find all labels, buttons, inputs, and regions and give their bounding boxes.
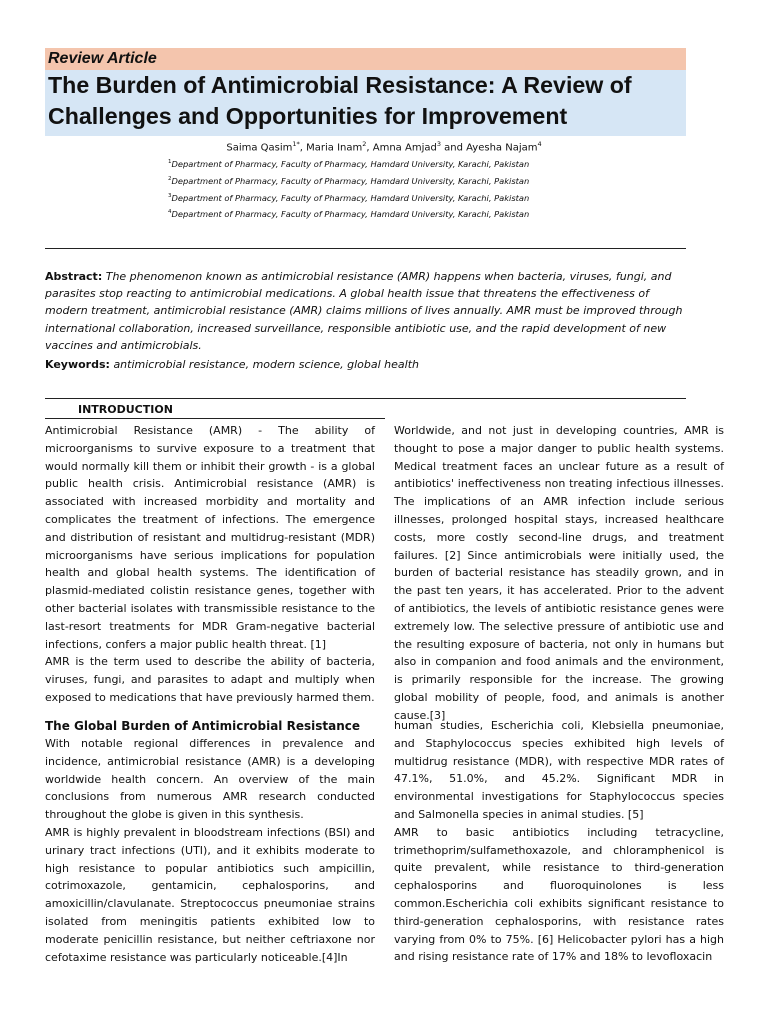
affiliation-text: Department of Pharmacy, Faculty of Pharmacy, Hamdard University, Karachi, Pakistan [171,209,530,220]
right-column-intro [394,422,724,725]
section-heading-introduction: INTRODUCTION [78,403,173,416]
divider-rule [45,398,686,399]
author-affil-mark: 1* [292,140,300,148]
author-affil-mark: 4 [537,140,542,148]
affiliation-mark: 4 [168,209,172,216]
paragraph: human studies, Escherichia coli, Klebsiella pneumoniae, and Staphylococcus species exhibited high levels of multidrug resistance (MDR), with respective MDR rates of 47.1%, 51.0%, and 45.2%. Significant MDR in environmental investigations for Staphylococcus species and Salmonella species in animal studies. [5] [394,719,724,821]
title-line-1: The Burden of Antimicrobial Resistance: A Review of [48,72,632,98]
paragraph: With notable regional differences in prevalence and incidence, antimicrobial resistance (AMR) is a developing worldwide health concern. An overview of the main conclusions from numerous AMR research conducted throughout the globe is given in this synthesis. [45,737,375,822]
affiliation-mark: 1 [168,159,172,165]
affiliation-text: Department of Pharmacy, Faculty of Pharmacy, Hamdard University, Karachi, Pakistan [171,192,530,203]
affiliation-line [168,172,529,189]
divider-rule [45,418,385,419]
affiliation-line [168,189,529,206]
paper-title [48,70,686,132]
paragraph: AMR is the term used to describe the ability of bacteria, viruses, fungi, and parasites to adapt and multiply when exposed to medications that have previously harmed them. [45,655,375,704]
affiliation-line [168,205,529,222]
author-affil-mark: 3 [436,140,441,148]
article-type-label: Review Article [48,50,157,67]
abstract-text: The phenomenon known as antimicrobial resistance (AMR) happens when bacteria, viruses, fungi, and parasites stop reacting to antimicrobial medications. A global health issue that threatens the effectiveness of modern treatment, antimicrobial resistance (AMR) claims millions of lives annually. AMR must be improved through international collaboration, increased surveillance, responsible antibiotic use, and the rapid development of new vaccines and antimicrobials. [45,270,683,352]
right-column-global-burden [394,717,724,966]
section-heading-global-burden: The Global Burden of Antimicrobial Resistance [45,719,360,733]
keywords-label: Keywords: [45,358,110,371]
author-name: Saima Qasim [226,142,293,154]
affiliation-mark: 2 [168,175,172,182]
title-line-2: Challenges and Opportunities for Improvement [48,103,568,129]
affiliation-text: Department of Pharmacy, Faculty of Pharmacy, Hamdard University, Karachi, Pakistan [171,175,530,186]
author-name: Maria Inam [306,142,363,154]
author-list: Saima Qasim$^{1*}$, Maria Inam$^2$, Amna Amjad$^3$ and Ayesha Najam$^4$ [226,140,542,154]
affiliation-text: Department of Pharmacy, Faculty of Pharmacy, Hamdard University, Karachi, Pakistan [171,158,530,169]
author-name: Ayesha Najam [466,142,538,154]
paragraph: Worldwide, and not just in developing countries, AMR is thought to pose a major danger to public health systems. Medical treatment faces an unclear future as a result of antibiotics' ineffectiveness non treating infectious illnesses. The implications of an AMR infection include serious illnesses, prolonged hospital stays, increased healthcare costs, more costly second-line drugs, and treatment failures. [2] Since antimicrobials were initially used, the burden of bacterial resistance has steadily grown, and in the past ten years, it has accelerated. Prior to the advent of antibiotics, the levels of antibiotic resistance genes were extremely low. The selective pressure of antibiotic use and the resulting exposure of bacteria, not only in humans but also in companion and food animals and the environment, is primarily responsible for the increase. The growing global mobility of people, food, and animals is another cause.[3] [394,424,724,722]
author-affil-mark: 2 [362,140,367,148]
affiliation-line [168,155,529,172]
author-name: Amna Amjad [372,142,437,154]
divider-rule [45,248,686,249]
keywords [45,356,419,373]
keywords-text: antimicrobial resistance, modern science, global health [113,358,419,371]
abstract-label: Abstract: [45,270,103,283]
paragraph: Antimicrobial Resistance (AMR) - The ability of microorganisms to survive exposure to a treatment that would normally kill them or inhibit their growth - is a global public health crisis. Antimicrobial resistance (AMR) is associated with increased morbidity and mortality and complicates the treatment of infections. The emergence and distribution of resistant and multidrug-resistant (MDR) microorganisms have serious implications for population health and global health systems. The identification of plasmid-mediated colistin resistance genes, together with other bacterial isolates with transmissible resistance to the last-resort treatments for MDR Gram-negative bacterial infections, confers a major public health threat. [1] [45,424,375,651]
affiliation-mark: 3 [168,192,172,199]
abstract [45,268,690,354]
left-column-intro [45,422,375,707]
affiliation-list [168,155,529,222]
paragraph: AMR to basic antibiotics including tetracycline, trimethoprim/sulfamethoxazole, and chloramphenicol is quite prevalent, while resistance to third-generation cephalosporins and fluoroquinolones is less common.Escherichia coli exhibits significant resistance to third-generation cephalosporins, with resistance rates varying from 0% to 75%. [6] Helicobacter pylori has a high and rising resistance rate of 17% and 18% to levofloxacin [394,825,724,964]
left-column-global-burden [45,717,375,966]
paragraph: AMR is highly prevalent in bloodstream infections (BSI) and urinary tract infections (UTI), and it exhibits moderate to high resistance to popular antibiotics such ampicillin, cotrimoxazole, gentamicin, cephalosporins, and amoxicillin/clavulanate. Streptococcus pneumoniae strains isolated from meningitis patients exhibited low to moderate penicillin resistance, but neither ceftriaxone nor cefotaxime resistance was particularly noticeable.[4]In [45,825,375,964]
title-banner [45,48,686,136]
